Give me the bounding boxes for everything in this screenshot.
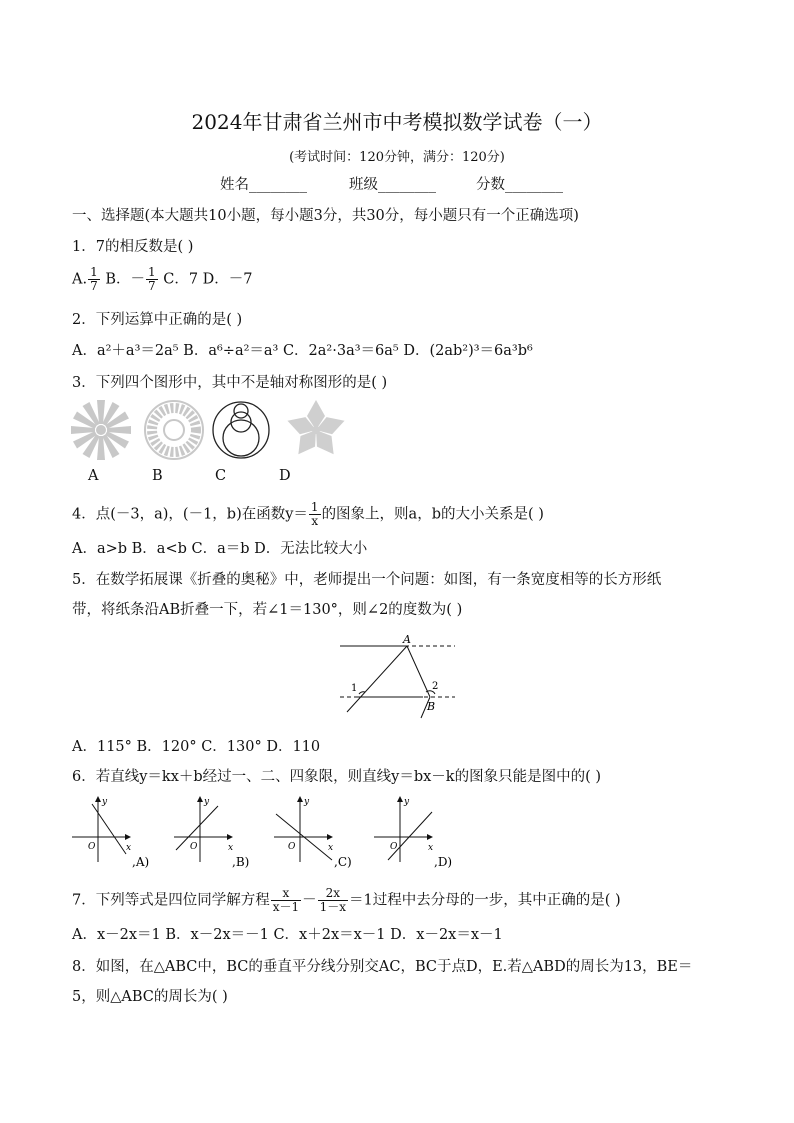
exam-info: (考试时间：120分钟，满分：120分) <box>289 150 505 165</box>
option-a-label: A. <box>72 271 88 288</box>
question-5-options: A．115° B．120° C．130° D．110 <box>72 739 321 755</box>
point-b-label: B <box>427 700 436 713</box>
svg-text:y: y <box>102 797 108 807</box>
score-field: 分数________ <box>476 177 563 193</box>
graph-d <box>374 797 452 869</box>
svg-text:x: x <box>126 843 132 853</box>
figure-b-disc <box>145 401 203 459</box>
fraction: $\frac{1}{7}$ <box>148 265 156 293</box>
graph-a <box>72 797 149 869</box>
graph-b <box>174 797 249 869</box>
question-1-stem: 1．7的相反数是( ) <box>72 239 194 255</box>
figure-d-flower <box>285 400 348 460</box>
svg-text:x: x <box>328 843 334 853</box>
figure-label-b: B <box>152 468 163 484</box>
line-graph-options <box>68 792 468 872</box>
svg-text:x: x <box>228 843 234 853</box>
angle-1-label: 1 <box>351 683 358 694</box>
option-cd: C．7 D．－7 <box>163 271 253 288</box>
page-title: 2024年甘肃省兰州市中考模拟数学试卷（一） <box>191 110 603 134</box>
fraction: $\frac{1}{x}$ <box>310 500 319 528</box>
svg-text:O: O <box>288 842 296 852</box>
svg-text:O: O <box>390 842 398 852</box>
fraction: $\frac{x}{x-1}$ <box>272 886 300 914</box>
question-4-stem: 4．点(－3，a)，(－1，b)在函数y＝ $\frac{1}{x}$ 的图象上，则a，b的大小关系是( ) <box>72 500 544 528</box>
symmetry-figures <box>68 398 358 464</box>
graph-c <box>274 797 352 869</box>
question-8-line1: 8．如图，在△ABC中，BC的垂直平分线分别交AC，BC于点D，E.若△ABD的周长为13，BE＝ <box>72 959 693 975</box>
graph-b-label: ,B) <box>232 855 250 869</box>
name-field: 姓名________ <box>220 177 307 193</box>
svg-text:y: y <box>204 797 210 807</box>
figure-label-c: C <box>215 468 227 484</box>
svg-text:y: y <box>304 797 310 807</box>
question-5-line2: 带，将纸条沿AB折叠一下，若∠1＝130°，则∠2的度数为( ) <box>72 602 463 618</box>
question-1-options <box>72 266 253 293</box>
graph-a-label: ,A) <box>132 855 150 869</box>
question-2-options: A．a²＋a³＝2a⁵ B．a⁶÷a²＝a³ C．2a²·3a³＝6a⁵ D．(2ab²)³＝6a³b⁶ <box>72 343 533 359</box>
question-7-options: A．x－2x＝1 B．x－2x＝－1 C．x＋2x＝x－1 D．x－2x＝x－1 <box>72 927 503 943</box>
section-heading: 一、选择题(本大题共10小题，每小题3分，共30分，每小题只有一个正确选项) <box>72 208 579 224</box>
figure-label-d: D <box>279 468 291 484</box>
fraction: $\frac{2x}{1-x}$ <box>319 886 347 914</box>
graph-d-label: ,D) <box>434 855 453 869</box>
folded-strip-figure <box>335 632 460 720</box>
question-2-stem: 2．下列运算中正确的是( ) <box>72 312 243 328</box>
svg-text:O: O <box>88 842 96 852</box>
question-6-stem: 6．若直线y＝kx＋b经过一、二、四象限，则直线y＝bx－k的图象只能是图中的( ) <box>72 769 602 785</box>
graph-c-label: ,C) <box>334 855 352 869</box>
question-7-stem: 7．下列等式是四位同学解方程 $\frac{x}{x-1}$ － $\frac{2x}{1-x}$ ＝1过程中去分母的一步，其中正确的是( ) <box>72 886 621 914</box>
svg-text:x: x <box>428 843 434 853</box>
class-field: 班级________ <box>349 177 436 193</box>
svg-text:O: O <box>190 842 198 852</box>
fraction: $\frac{1}{7}$ <box>90 265 98 293</box>
question-4-options: A．a>b B．a<b C．a＝b D．无法比较大小 <box>72 541 368 557</box>
question-3-stem: 3．下列四个图形中，其中不是轴对称图形的是( ) <box>72 375 388 391</box>
svg-text:y: y <box>404 797 410 807</box>
figure-label-a: A <box>88 468 99 484</box>
angle-2-label: 2 <box>432 681 439 692</box>
option-b-label: B．－ <box>105 271 145 288</box>
point-a-label: A <box>403 633 411 646</box>
question-5-line1: 5．在数学拓展课《折叠的奥秘》中，老师提出一个问题：如图，有一条宽度相等的长方形纸 <box>72 572 662 588</box>
figure-a-sunburst <box>71 400 131 460</box>
figure-c-circles <box>213 402 269 458</box>
question-8-line2: 5，则△ABC的周长为( ) <box>72 989 228 1005</box>
